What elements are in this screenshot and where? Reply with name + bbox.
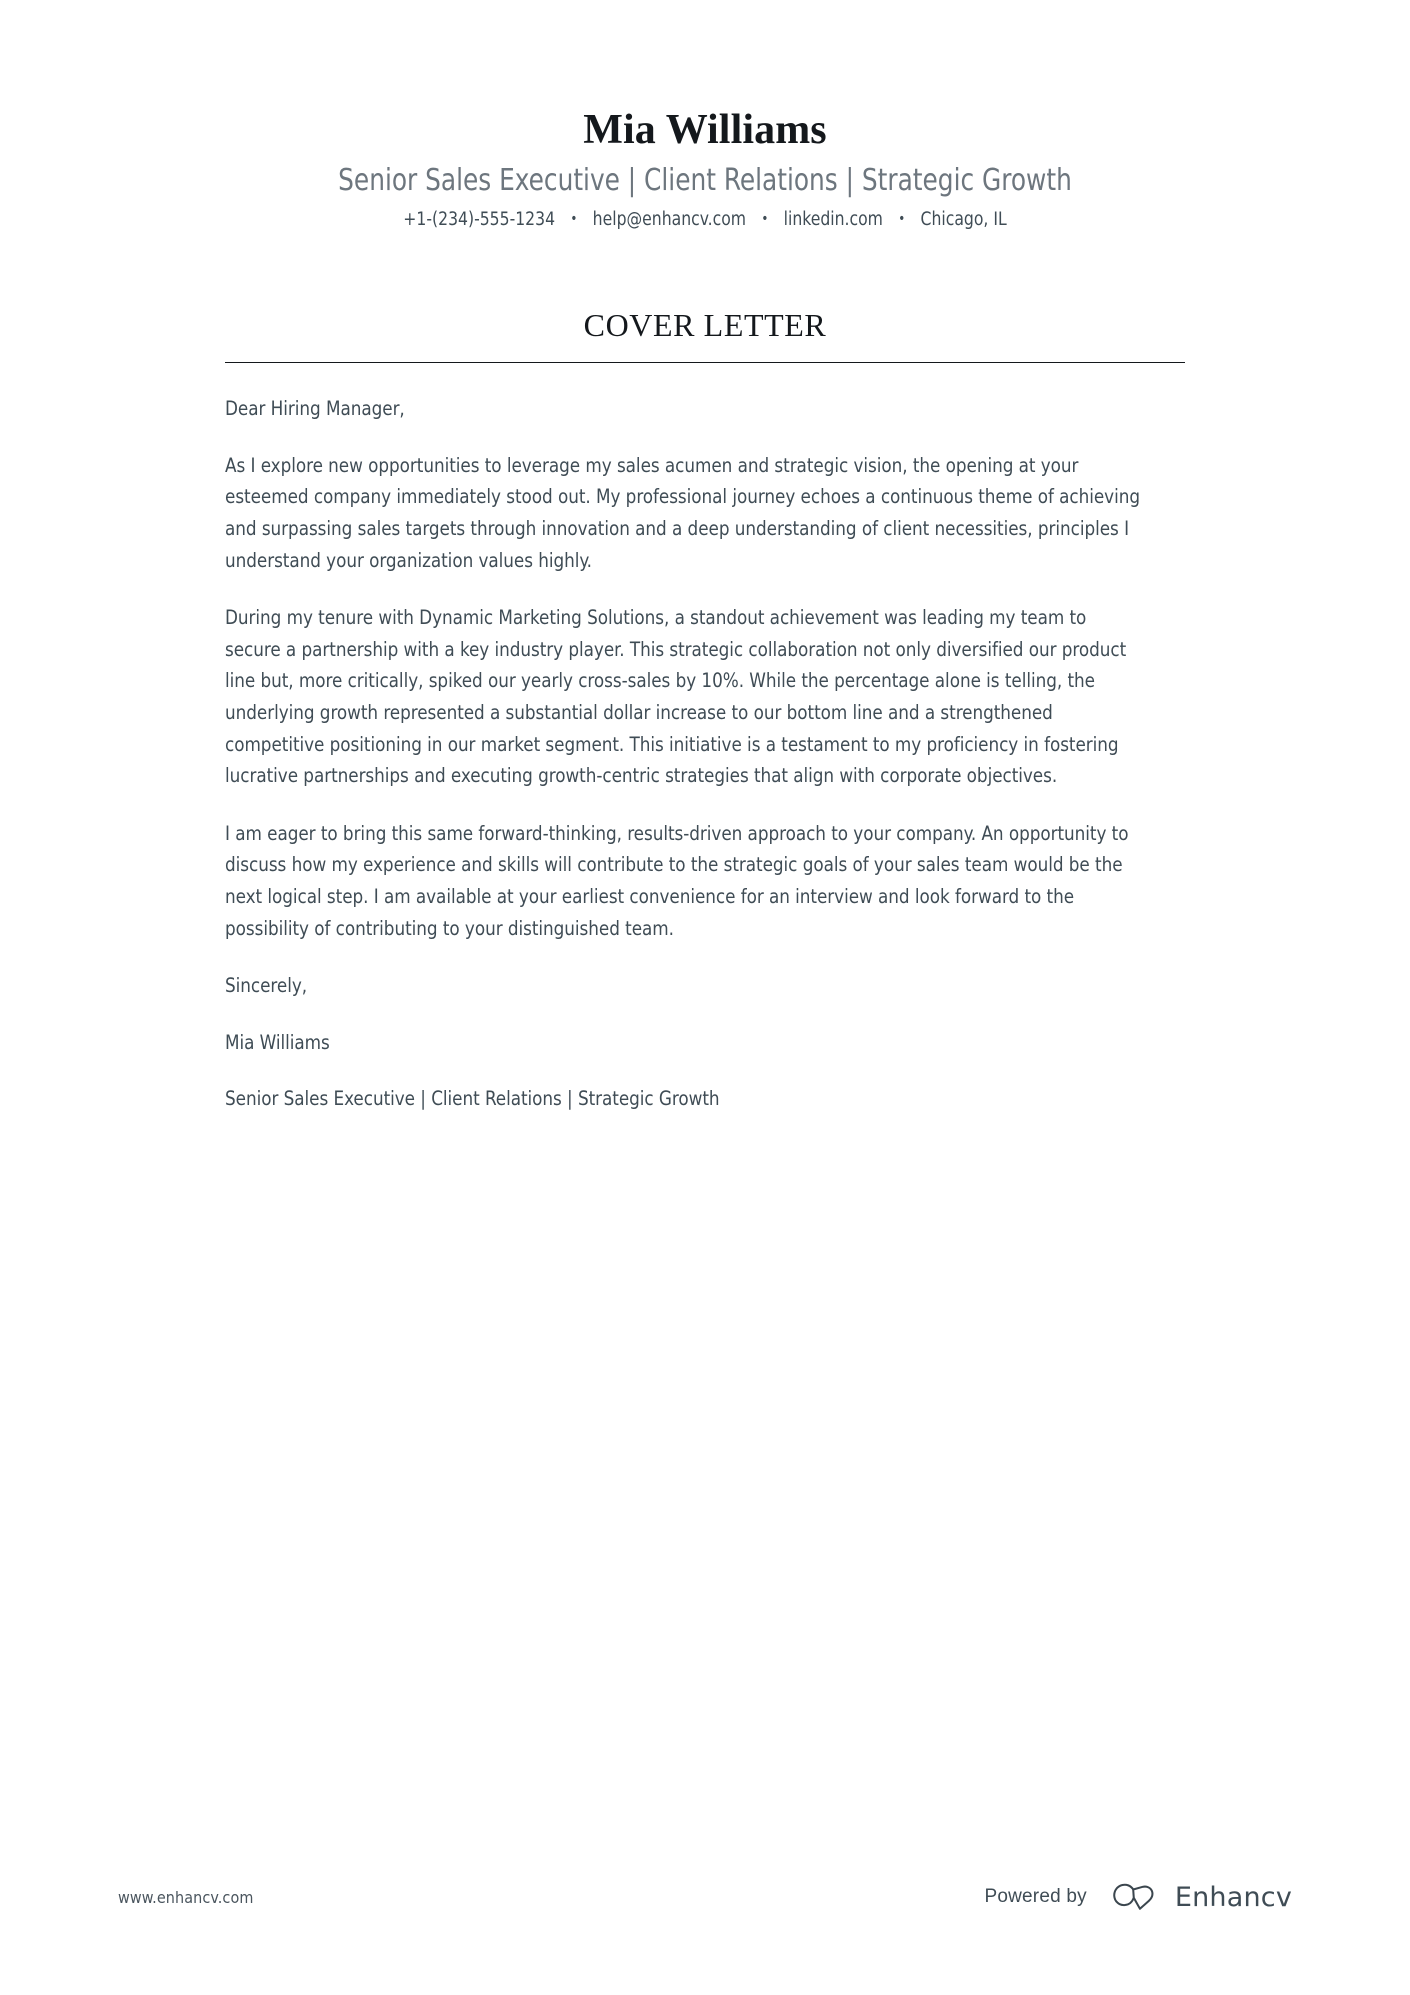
contact-linkedin[interactable]: linkedin.com [783,209,883,231]
section-header [100,307,1310,363]
candidate-headline: Senior Sales Executive | Client Relations | Strategic Growth [338,163,1072,199]
letter-paragraph: During my tenure with Dynamic Marketing Solutions, a standout achievement was leading my team to secure a partnership with a key industry player. This strategic collaboration not only diversified our product line but, more critically, spiked our yearly cross-sales by 10%. While the percentage alone is telling, the underlying growth represented a substantial dollar increase to our bottom line and a strengthened competitive positioning in our market segment. This initiative is a testament to my proficiency in fostering lucrative partnerships and executing growth-centric strategies that align with corporate objectives. [225,606,1127,788]
page-footer [0,1877,1410,1917]
candidate-name: Mia Williams [583,107,827,153]
powered-by-label: Powered by [984,1886,1087,1907]
enhancv-mark-icon [1105,1882,1161,1912]
enhancv-wordmark: Enhancv [1174,1881,1292,1913]
contact-phone: +1-(234)-555-1234 [403,209,556,231]
footer-branding [984,1882,1292,1912]
section-title: COVER LETTER [583,307,827,344]
section-divider [225,362,1185,363]
enhancv-logo [1105,1882,1292,1912]
letter-header [0,0,1410,231]
signature-name: Mia Williams [225,1030,330,1054]
letter-signoff: Sincerely, [225,974,308,998]
contact-separator-icon: • [570,211,578,228]
contact-email[interactable]: help@enhancv.com [592,209,747,231]
contact-separator-icon: • [761,211,769,228]
contact-separator-icon: • [898,211,906,228]
letter-salutation: Dear Hiring Manager, [225,397,405,421]
signature-title: Senior Sales Executive | Client Relations | Strategic Growth [225,1087,720,1111]
letter-paragraph: As I explore new opportunities to leverage my sales acumen and strategic vision, the opening at your esteemed company immediately stood out. My professional journey echoes a continuous theme of achieving and surpassing sales targets through innovation and a deep understanding of client necessities, principles I understand your organization values highly. [225,453,1140,572]
contact-info-line [42,209,1367,231]
footer-website-url[interactable]: www.enhancv.com [118,1887,254,1907]
letter-paragraph: I am eager to bring this same forward-thinking, results-driven approach to your company. An opportunity to discuss how my experience and skills will contribute to the strategic goals of your sales team would be the next logical step. I am available at your earliest convenience for an interview and look forward to the possibility of contributing to your distinguished team. [225,821,1129,940]
contact-location: Chicago, IL [920,209,1007,231]
letter-body [100,393,1310,1115]
